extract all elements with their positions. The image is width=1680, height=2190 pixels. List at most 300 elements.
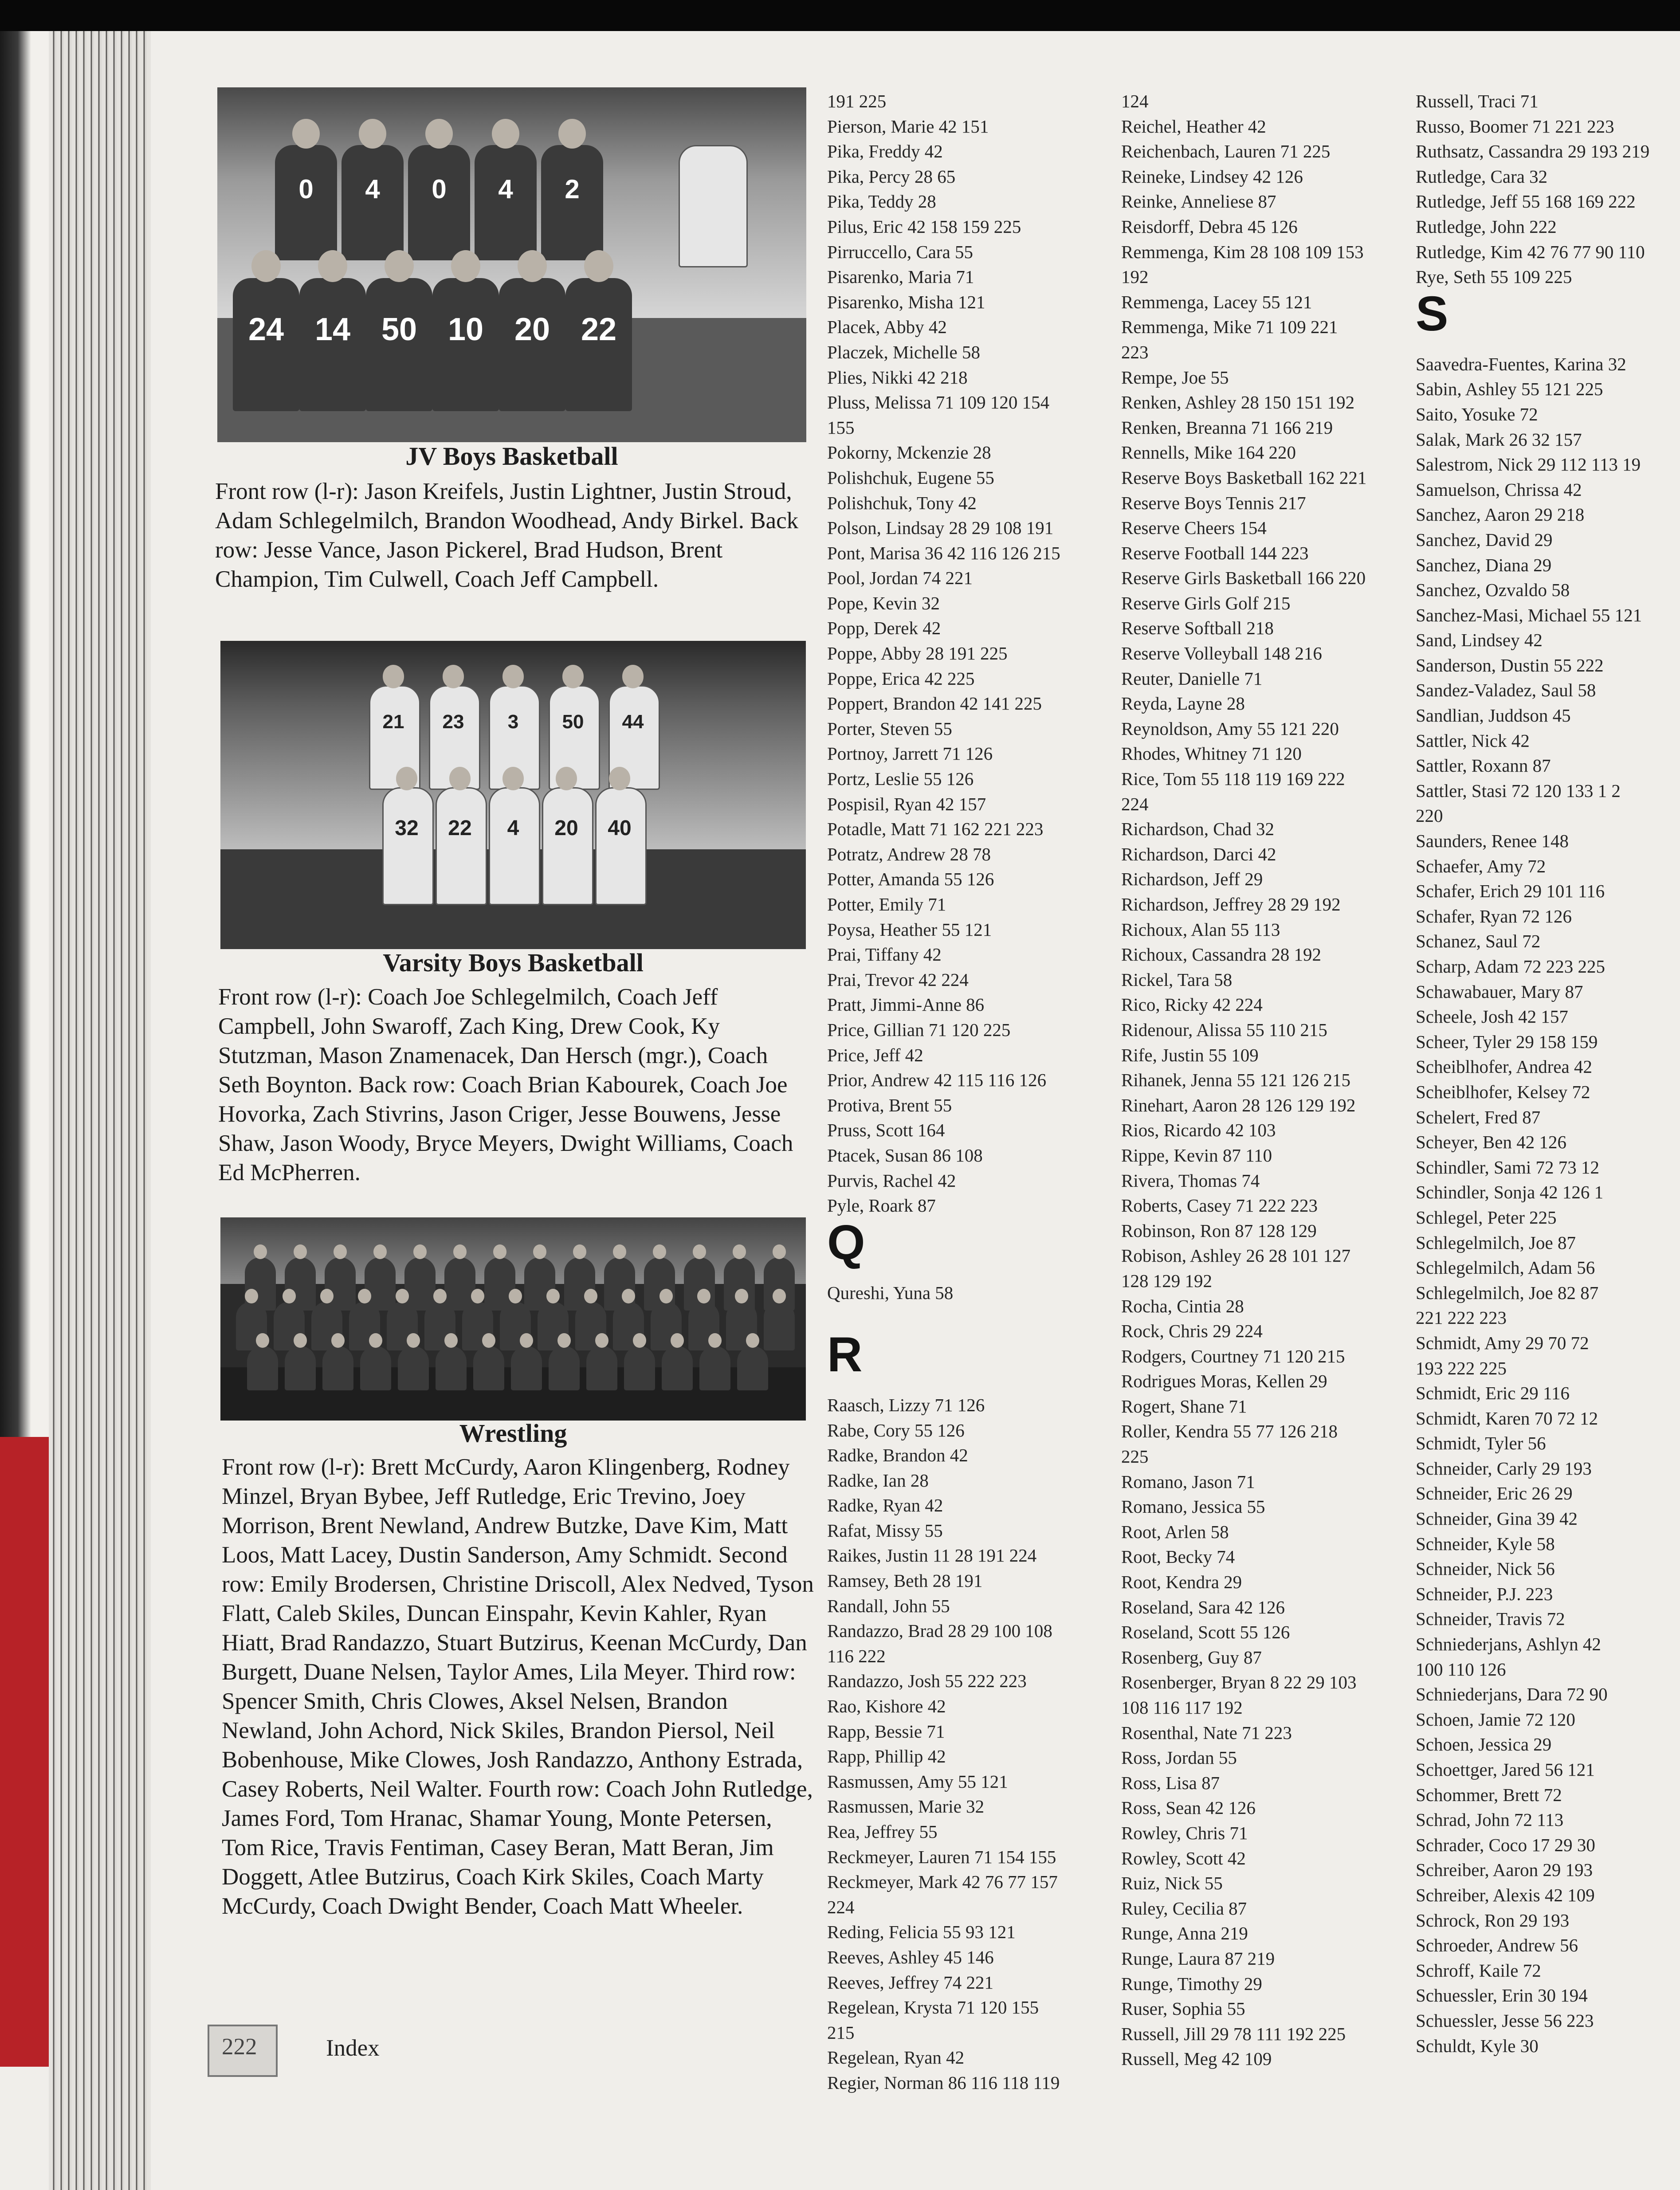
index-entry: Richardson, Jeffrey 28 29 192 — [1121, 894, 1341, 914]
index-entry: Reckmeyer, Lauren 71 154 155 — [827, 1846, 1056, 1867]
index-column-3 — [1416, 89, 1680, 2058]
team-member-head — [451, 250, 480, 282]
index-entry: Reeves, Ashley 45 146 — [827, 1947, 994, 1967]
index-entry: Sand, Lindsey 42 — [1416, 630, 1543, 651]
index-entry: Schroff, Kaile 72 — [1416, 1960, 1541, 1981]
index-entry: Remmenga, Lacey 55 121 — [1121, 291, 1312, 312]
index-entry: Sattler, Stasi 72 120 133 1 2 — [1416, 780, 1621, 801]
index-entry: Pool, Jordan 74 221 — [827, 568, 973, 589]
index-entry: Rafat, Missy 55 — [827, 1520, 943, 1541]
index-entry: 192 — [1121, 267, 1149, 287]
index-entry: 191 225 — [827, 91, 887, 111]
index-entry: Schoettger, Jared 56 121 — [1416, 1759, 1595, 1780]
index-entry: Reserve Softball 218 — [1121, 618, 1274, 639]
team-member-head — [584, 250, 613, 282]
index-entry: Reserve Girls Basketball 166 220 — [1121, 568, 1366, 589]
jv-basketball-photo — [217, 87, 806, 442]
index-entry: Reisdorff, Debra 45 126 — [1121, 216, 1298, 237]
index-entry: 128 129 192 — [1121, 1270, 1212, 1291]
index-entry: Poysa, Heather 55 121 — [827, 919, 992, 940]
index-entry: Schrock, Ron 29 193 — [1416, 1910, 1570, 1931]
index-entry: Rennells, Mike 164 220 — [1121, 442, 1296, 463]
index-entry: 100 110 126 — [1416, 1659, 1506, 1680]
index-entry: Rutledge, John 222 — [1416, 216, 1557, 237]
index-entry: Portnoy, Jarrett 71 126 — [827, 743, 993, 764]
index-entry: Saito, Yosuke 72 — [1416, 404, 1538, 424]
index-entry: Romano, Jason 71 — [1121, 1471, 1255, 1492]
index-entry: Ruiz, Nick 55 — [1121, 1873, 1223, 1894]
index-entry: Romano, Jessica 55 — [1121, 1496, 1265, 1517]
index-entry: Pierson, Marie 42 151 — [827, 116, 989, 137]
index-entry: Rapp, Phillip 42 — [827, 1746, 946, 1767]
index-entry: Reserve Girls Golf 215 — [1121, 593, 1291, 613]
team-member-head — [482, 1333, 496, 1348]
index-entry: 193 222 225 — [1416, 1358, 1507, 1378]
index-entry: Schneider, Eric 26 29 — [1416, 1483, 1573, 1504]
index-entry: Rife, Justin 55 109 — [1121, 1044, 1259, 1065]
index-entry: Schniederjans, Dara 72 90 — [1416, 1684, 1608, 1705]
index-entry: Poppe, Abby 28 191 225 — [827, 643, 1008, 664]
index-entry: Rye, Seth 55 109 225 — [1416, 267, 1572, 287]
index-entry — [827, 1305, 1111, 1330]
index-entry: Potter, Emily 71 — [827, 894, 946, 914]
index-entry: Prai, Trevor 42 224 — [827, 969, 969, 990]
index-entry: Sandlian, Juddson 45 — [1416, 705, 1571, 726]
team-member-head — [471, 1289, 485, 1304]
jersey-number: 20 — [554, 816, 578, 840]
index-entry: Radke, Ryan 42 — [827, 1495, 943, 1516]
index-entry: Regelean, Ryan 42 — [827, 2047, 965, 2068]
team-member-head — [359, 119, 386, 149]
index-entry: Schuessler, Jesse 56 223 — [1416, 2010, 1594, 2031]
index-entry: Rodrigues Moras, Kellen 29 — [1121, 1371, 1327, 1392]
index-entry: Rowley, Chris 71 — [1121, 1822, 1248, 1843]
team-member-figure — [586, 1346, 617, 1390]
team-member-head — [562, 665, 584, 688]
index-entry: Schroeder, Andrew 56 — [1416, 1935, 1578, 1956]
index-entry: Schrader, Coco 17 29 30 — [1416, 1834, 1595, 1855]
index-entry: Rice, Tom 55 118 119 169 222 — [1121, 769, 1345, 789]
index-entry: Sandez-Valadez, Saul 58 — [1416, 680, 1596, 701]
jersey-number: 22 — [581, 312, 617, 347]
index-entry: Schuldt, Kyle 30 — [1416, 2035, 1539, 2056]
team-member-head — [369, 1333, 383, 1348]
index-entry: Schoen, Jessica 29 — [1416, 1734, 1552, 1755]
index-entry: Price, Gillian 71 120 225 — [827, 1019, 1011, 1040]
index-entry: 225 — [1121, 1446, 1149, 1467]
jersey-number: 20 — [514, 312, 550, 347]
index-entry: Sattler, Roxann 87 — [1416, 755, 1551, 776]
index-entry: Rutledge, Cara 32 — [1416, 166, 1548, 187]
index-entry: Renken, Breanna 71 166 219 — [1121, 417, 1333, 438]
index-entry: Schmidt, Eric 29 116 — [1416, 1383, 1570, 1404]
jersey-number: 22 — [448, 816, 472, 840]
team-member-head — [294, 1333, 307, 1348]
jersey-number: 50 — [381, 312, 417, 347]
index-entry: Rasmussen, Marie 32 — [827, 1796, 985, 1817]
index-entry: Pont, Marisa 36 42 116 126 215 — [827, 542, 1060, 563]
index-entry: Schindler, Sami 72 73 12 — [1416, 1157, 1600, 1177]
team-member-figure — [549, 1346, 580, 1390]
index-entry: Pirruccello, Cara 55 — [827, 241, 973, 262]
index-entry: Roseland, Sara 42 126 — [1121, 1597, 1285, 1617]
index-entry: Rocha, Cintia 28 — [1121, 1295, 1244, 1316]
jersey-number: 10 — [447, 312, 484, 347]
index-entry: Sanchez, Diana 29 — [1416, 554, 1552, 575]
index-entry: Poppert, Brandon 42 141 225 — [827, 693, 1042, 714]
team-member-head — [557, 1333, 571, 1348]
index-entry: Plies, Nikki 42 218 — [827, 367, 968, 388]
index-entry: Rihanek, Jenna 55 121 126 215 — [1121, 1070, 1350, 1091]
index-entry: Schlegel, Peter 225 — [1416, 1207, 1557, 1228]
team-member-head — [449, 767, 471, 790]
index-entry: Portz, Leslie 55 126 — [827, 769, 974, 789]
wrestling-title: Wrestling — [459, 1419, 567, 1448]
team-member-figure — [436, 1346, 467, 1390]
index-entry: Root, Kendra 29 — [1121, 1572, 1242, 1593]
team-member-figure — [404, 1257, 436, 1311]
jv-basketball-caption: Front row (l-r): Jason Kreifels, Justin Lightner, Justin Stroud, Adam Schlegelmilch, Brandon Woodhead, Andy Birkel. Back row: Jesse Vance, Jason Pickerel, Brad Hudson, Brent Champion, Tim Culwell, Coach Jeff Campbell. — [215, 479, 799, 592]
index-entry: Protiva, Brent 55 — [827, 1095, 952, 1115]
index-entry: Richardson, Chad 32 — [1121, 819, 1275, 840]
team-member-head — [556, 767, 577, 790]
team-member-figure — [624, 1346, 655, 1390]
team-member-head — [331, 1333, 345, 1348]
index-entry: Polishchuk, Tony 42 — [827, 492, 977, 513]
index-entry: Prior, Andrew 42 115 116 126 — [827, 1070, 1047, 1091]
index-entry: Rinehart, Aaron 28 126 129 192 — [1121, 1095, 1356, 1115]
team-member-head — [546, 1289, 560, 1304]
index-entry: Sanchez, Aaron 29 218 — [1416, 504, 1585, 525]
index-entry: Polson, Lindsay 28 29 108 191 — [827, 518, 1054, 538]
index-entry: Schniederjans, Ashlyn 42 — [1416, 1634, 1601, 1655]
index-entry: Scheyer, Ben 42 126 — [1416, 1132, 1566, 1153]
team-member-head — [633, 1333, 647, 1348]
team-member-head — [425, 119, 453, 149]
index-entry: Reinke, Anneliese 87 — [1121, 191, 1276, 212]
index-entry: Schafer, Ryan 72 126 — [1416, 906, 1572, 926]
index-entry: Reyda, Layne 28 — [1121, 693, 1245, 714]
team-member-figure — [764, 1302, 795, 1350]
index-entry: Sanchez, Ozvaldo 58 — [1416, 580, 1570, 600]
team-member-figure — [489, 787, 540, 905]
team-member-head — [520, 1333, 534, 1348]
book-binding — [0, 31, 49, 1437]
team-member-head — [595, 1333, 609, 1348]
index-entry: Poppe, Erica 42 225 — [827, 668, 975, 689]
index-entry: Roller, Kendra 55 77 126 218 — [1121, 1421, 1338, 1442]
index-entry: Reichel, Heather 42 — [1121, 116, 1266, 137]
index-entry: Ruthsatz, Cassandra 29 193 219 — [1416, 141, 1650, 162]
index-entry: Schafer, Erich 29 101 116 — [1416, 881, 1605, 902]
index-entry: Pruss, Scott 164 — [827, 1120, 945, 1141]
jersey-number: 21 — [382, 710, 404, 733]
index-entry: Pope, Kevin 32 — [827, 593, 940, 613]
index-entry: Russell, Meg 42 109 — [1121, 2049, 1272, 2069]
index-entry: Robinson, Ron 87 128 129 — [1121, 1220, 1317, 1241]
index-entry: Schneider, P.J. 223 — [1416, 1583, 1553, 1604]
team-member-head — [251, 250, 281, 282]
team-member-figure — [398, 1346, 429, 1390]
index-entry: Remmenga, Mike 71 109 221 — [1121, 317, 1338, 338]
index-entry: Reynoldson, Amy 55 121 220 — [1121, 718, 1339, 739]
index-entry: Russell, Traci 71 — [1416, 91, 1539, 111]
index-entry: Remmenga, Kim 28 108 109 153 — [1121, 241, 1364, 262]
team-member-figure — [699, 1346, 730, 1390]
index-entry: 224 — [1121, 793, 1149, 814]
index-letter-heading: R — [827, 1327, 863, 1382]
team-member-head — [502, 665, 524, 688]
team-member-head — [318, 250, 347, 282]
index-letter-heading: Q — [827, 1215, 865, 1270]
jersey-number: 0 — [432, 174, 447, 204]
page-edges — [49, 31, 151, 2190]
index-column-2 — [1121, 89, 1405, 2072]
team-member-head — [584, 1289, 598, 1304]
index-entry: Scheer, Tyler 29 158 159 — [1416, 1031, 1598, 1052]
index-entry: Placzek, Michelle 58 — [827, 341, 980, 362]
jersey-number: 32 — [395, 816, 419, 840]
page-number: 222 — [222, 2034, 257, 2060]
team-member-head — [292, 119, 320, 149]
team-member-head — [443, 665, 464, 688]
index-entry: Ross, Sean 42 126 — [1121, 1798, 1256, 1818]
index-entry: Runge, Timothy 29 — [1121, 1973, 1262, 1994]
index-entry: Purvis, Rachel 42 — [827, 1170, 956, 1191]
index-entry: Porter, Steven 55 — [827, 718, 952, 739]
index-entry: Reserve Volleyball 148 216 — [1121, 643, 1322, 664]
index-entry: Rosenberg, Guy 87 — [1121, 1647, 1262, 1668]
index-entry: Sabin, Ashley 55 121 225 — [1416, 379, 1603, 400]
index-entry: 124 — [1121, 91, 1149, 111]
index-entry: Russo, Boomer 71 221 223 — [1416, 116, 1614, 137]
index-entry: Rico, Ricky 42 224 — [1121, 994, 1263, 1015]
index-entry: Renken, Ashley 28 150 151 192 — [1121, 392, 1355, 413]
jersey-number: 0 — [298, 174, 314, 204]
index-entry: Schlegelmilch, Adam 56 — [1416, 1257, 1595, 1278]
index-entry: Pilus, Eric 42 158 159 225 — [827, 216, 1021, 237]
index-entry: 223 — [1121, 341, 1149, 362]
index-entry: Schawabauer, Mary 87 — [1416, 981, 1583, 1002]
index-entry: Rios, Ricardo 42 103 — [1121, 1120, 1276, 1141]
index-entry: Saunders, Renee 148 — [1416, 831, 1569, 852]
team-member-head — [609, 767, 630, 790]
index-entry: Randall, John 55 — [827, 1595, 950, 1616]
index-entry: Ptacek, Susan 86 108 — [827, 1145, 983, 1166]
team-member-head — [396, 767, 417, 790]
index-entry: Ramsey, Beth 28 191 — [827, 1570, 983, 1591]
jersey-number: 23 — [442, 710, 464, 733]
jersey-number: 3 — [507, 710, 519, 733]
team-member-head — [256, 1333, 270, 1348]
jersey-number: 24 — [248, 312, 284, 347]
index-entry: Ruser, Sophia 55 — [1121, 1998, 1245, 2019]
index-entry: Pisarenko, Misha 121 — [827, 291, 985, 312]
index-entry: 224 — [827, 1896, 855, 1917]
index-entry: Schmidt, Amy 29 70 72 — [1416, 1332, 1589, 1353]
index-entry: Rutledge, Jeff 55 168 169 222 — [1416, 191, 1636, 212]
team-member-figure — [444, 1257, 475, 1311]
index-entry: Reserve Cheers 154 — [1121, 518, 1267, 538]
index-entry: Rosenthal, Nate 71 223 — [1121, 1722, 1292, 1743]
index-entry: Richoux, Alan 55 113 — [1121, 919, 1280, 940]
index-entry: Robison, Ashley 26 28 101 127 — [1121, 1245, 1351, 1266]
index-column-1 — [827, 89, 1111, 2096]
team-member-figure — [473, 1346, 504, 1390]
index-entry: Root, Becky 74 — [1121, 1546, 1235, 1567]
index-entry: Placek, Abby 42 — [827, 317, 947, 338]
index-entry: Rickel, Tara 58 — [1121, 969, 1233, 990]
index-entry: Ross, Jordan 55 — [1121, 1747, 1237, 1768]
index-entry: Schneider, Kyle 58 — [1416, 1533, 1555, 1554]
index-entry: Schneider, Carly 29 193 — [1416, 1458, 1592, 1479]
index-entry: Sanchez, David 29 — [1416, 529, 1553, 550]
index-entry: Root, Arlen 58 — [1121, 1521, 1229, 1542]
team-member-figure — [737, 1346, 768, 1390]
index-letter-heading: S — [1416, 286, 1448, 341]
team-member-head — [444, 1333, 458, 1348]
jersey-number: 40 — [608, 816, 632, 840]
team-member-head — [622, 665, 644, 688]
index-entry: Schreiber, Aaron 29 193 — [1416, 1860, 1593, 1880]
index-entry: Reichenbach, Lauren 71 225 — [1121, 141, 1331, 162]
index-entry: Rock, Chris 29 224 — [1121, 1321, 1263, 1342]
index-entry: Rasmussen, Amy 55 121 — [827, 1771, 1008, 1792]
index-entry: 221 222 223 — [1416, 1307, 1507, 1328]
index-entry: Schaefer, Amy 72 — [1416, 856, 1546, 876]
index-entry: Rosenberger, Bryan 8 22 29 103 — [1121, 1672, 1357, 1693]
index-entry: Popp, Derek 42 — [827, 618, 941, 639]
index-entry: Rivera, Thomas 74 — [1121, 1170, 1260, 1191]
index-entry: Rowley, Scott 42 — [1121, 1848, 1246, 1868]
index-entry: Schmidt, Tyler 56 — [1416, 1433, 1546, 1454]
team-member-head — [518, 250, 547, 282]
index-entry: Randazzo, Brad 28 29 100 108 — [827, 1621, 1052, 1641]
index-entry: Rapp, Bessie 71 — [827, 1721, 945, 1742]
index-entry: Salestrom, Nick 29 112 113 19 — [1416, 454, 1641, 475]
index-entry: Rea, Jeffrey 55 — [827, 1821, 938, 1842]
team-member-head — [492, 119, 519, 149]
index-entry: Qureshi, Yuna 58 — [827, 1282, 954, 1303]
index-entry: Runge, Laura 87 219 — [1121, 1948, 1275, 1969]
jersey-number: 44 — [622, 710, 644, 733]
varsity-basketball-caption: Front row (l-r): Coach Joe Schlegelmilch, Coach Jeff Campbell, John Swaroff, Zach King, Drew Cook, Ky Stutzman, Mason Znamenacek, Dan Hersch (mgr.), Coach Seth Boynton. Back row: Coach Brian Kabourek, Coach Joe Hovorka, Zach Stivrins, Jason Criger, Jesse Bouwens, Jesse Shaw, Jason Woody, Bryce Meyers, Dwight Williams, Coach Ed McPherren. — [218, 984, 793, 1185]
varsity-basketball-title: Varsity Boys Basketball — [383, 948, 644, 977]
index-entry: Sanderson, Dustin 55 222 — [1416, 655, 1604, 675]
index-entry: Schneider, Nick 56 — [1416, 1558, 1555, 1579]
index-entry: Schuessler, Erin 30 194 — [1416, 1985, 1588, 2006]
index-entry: Roseland, Scott 55 126 — [1121, 1622, 1290, 1643]
index-entry: Scheiblhofer, Andrea 42 — [1416, 1056, 1592, 1077]
index-entry: Reserve Football 144 223 — [1121, 542, 1309, 563]
index-entry: Potadle, Matt 71 162 221 223 — [827, 819, 1044, 840]
index-entry: Pika, Freddy 42 — [827, 141, 943, 162]
index-entry: Pluss, Melissa 71 109 120 154 — [827, 392, 1050, 413]
index-entry: Pospisil, Ryan 42 157 — [827, 793, 986, 814]
index-entry: Price, Jeff 42 — [827, 1044, 923, 1065]
team-member-figure — [662, 1346, 693, 1390]
team-member-head — [407, 1333, 420, 1348]
index-entry: Randazzo, Josh 55 222 223 — [827, 1671, 1027, 1692]
index-entry: Pyle, Roark 87 — [827, 1195, 936, 1216]
index-entry: 116 222 — [827, 1645, 886, 1666]
index-entry: Radke, Brandon 42 — [827, 1445, 968, 1466]
index-entry: 215 — [827, 2022, 855, 2043]
index-entry: Reineke, Lindsey 42 126 — [1121, 166, 1303, 187]
team-member-head — [671, 1333, 684, 1348]
index-entry: Schlegelmilch, Joe 87 — [1416, 1232, 1576, 1253]
index-entry: Salak, Mark 26 32 157 — [1416, 429, 1582, 450]
jersey-number: 4 — [498, 174, 513, 204]
team-member-head — [708, 1333, 722, 1348]
index-entry: Rhodes, Whitney 71 120 — [1121, 743, 1302, 764]
index-entry: Schlegelmilch, Joe 82 87 — [1416, 1282, 1599, 1303]
index-entry: Reding, Felicia 55 93 121 — [827, 1922, 1016, 1943]
index-entry: Reeves, Jeffrey 74 221 — [827, 1972, 993, 1993]
book-binding-lower — [0, 2067, 49, 2190]
index-entry: Rodgers, Courtney 71 120 215 — [1121, 1346, 1345, 1366]
wrestling-photo — [220, 1217, 806, 1421]
index-entry: Sattler, Nick 42 — [1416, 730, 1530, 751]
index-entry: Samuelson, Chrissa 42 — [1416, 479, 1582, 500]
index-entry: Schmidt, Karen 70 72 12 — [1416, 1408, 1598, 1429]
index-entry: Schrad, John 72 113 — [1416, 1809, 1564, 1830]
jersey-number: 2 — [565, 174, 580, 204]
team-member-figure — [511, 1346, 542, 1390]
index-entry: Schelert, Fred 87 — [1416, 1107, 1541, 1127]
index-entry: Scheiblhofer, Kelsey 72 — [1416, 1081, 1590, 1102]
index-entry: Schommer, Brett 72 — [1416, 1784, 1562, 1805]
index-entry: 220 — [1416, 805, 1443, 826]
jersey-number: 14 — [314, 312, 351, 347]
index-entry: Scheele, Josh 42 157 — [1416, 1006, 1568, 1027]
index-entry: Richardson, Jeff 29 — [1121, 869, 1263, 890]
index-entry: Raasch, Lizzy 71 126 — [827, 1394, 985, 1415]
index-entry: Saavedra-Fuentes, Karina 32 — [1416, 353, 1626, 374]
index-entry: Polishchuk, Eugene 55 — [827, 467, 994, 488]
team-member-head — [502, 767, 524, 790]
index-entry: Reserve Boys Tennis 217 — [1121, 492, 1306, 513]
index-entry: Prai, Tiffany 42 — [827, 944, 942, 965]
index-entry: Raikes, Justin 11 28 191 224 — [827, 1545, 1037, 1566]
index-entry: Regelean, Krysta 71 120 155 — [827, 1997, 1039, 2018]
team-member-head — [385, 250, 414, 282]
index-entry: Reuter, Danielle 71 — [1121, 668, 1263, 689]
team-member-head — [509, 1289, 522, 1304]
section-label: Index — [326, 2035, 380, 2061]
wrestling-caption: Front row (l-r): Brett McCurdy, Aaron Klingenberg, Rodney Minzel, Bryan Bybee, Jeff Rutledge, Eric Trevino, Joey Morrison, Brent Newland, Andrew Butzke, Dave Kim, Matt Loos, Matt Lacey, Dustin Sanderson, Amy Schmidt. Second row: Emily Brodersen, Christine Driscoll, Alex Nedved, Tyson Flatt, Caleb Skiles, Duncan Einspahr, Kevin Kahler, Ryan Hiatt, Brad Randazzo, Stuart Butzirus, Keenan McCurdy, Dan Burgett, Duane Nelsen, Taylor Ames, Lila Meyer. Third row: Spencer Smith, Chris Clowes, Aksel Nelsen, Brandon Newland, John Achord, Nick Skiles, Brandon Piersol, Neil Bobenhouse, Mike Clowes, Josh Randazzo, Anthony Estrada, Casey Roberts, Neil Walter. Fourth row: Coach John Rutledge, James Ford, Tom Hranac, Shamar Young, Monte Petersen, Tom Rice, Travis Fentiman, Casey Beran, Matt Beran, Jim Doggett, Atlee Butzirus, Coach Kirk Skiles, Coach Marty McCurdy, Coach Dwight Bender, Coach Matt Wheeler. — [222, 1454, 814, 1919]
index-entry: Rao, Kishore 42 — [827, 1696, 946, 1717]
index-entry: Schneider, Gina 39 42 — [1416, 1508, 1578, 1529]
jersey-number: 4 — [365, 174, 380, 204]
index-entry: Pisarenko, Maria 71 — [827, 267, 974, 287]
index-entry: Potter, Amanda 55 126 — [827, 869, 994, 890]
index-entry: Russell, Jill 29 78 111 192 225 — [1121, 2023, 1346, 2044]
coach-figure — [679, 145, 748, 267]
team-member-figure — [247, 1346, 278, 1390]
index-entry: Schindler, Sonja 42 126 1 — [1416, 1182, 1604, 1203]
index-entry: Rutledge, Kim 42 76 77 90 110 — [1416, 241, 1645, 262]
jv-basketball-title: JV Boys Basketball — [405, 442, 618, 471]
index-entry: Pika, Teddy 28 — [827, 191, 936, 212]
team-member-figure — [542, 787, 593, 905]
team-member-head — [558, 119, 586, 149]
index-entry: 155 — [827, 417, 855, 438]
index-entry: Ross, Lisa 87 — [1121, 1772, 1220, 1793]
index-entry: Reckmeyer, Mark 42 76 77 157 — [827, 1872, 1058, 1892]
index-entry: Rippe, Kevin 87 110 — [1121, 1145, 1272, 1166]
index-entry: Rabe, Cory 55 126 — [827, 1420, 965, 1440]
